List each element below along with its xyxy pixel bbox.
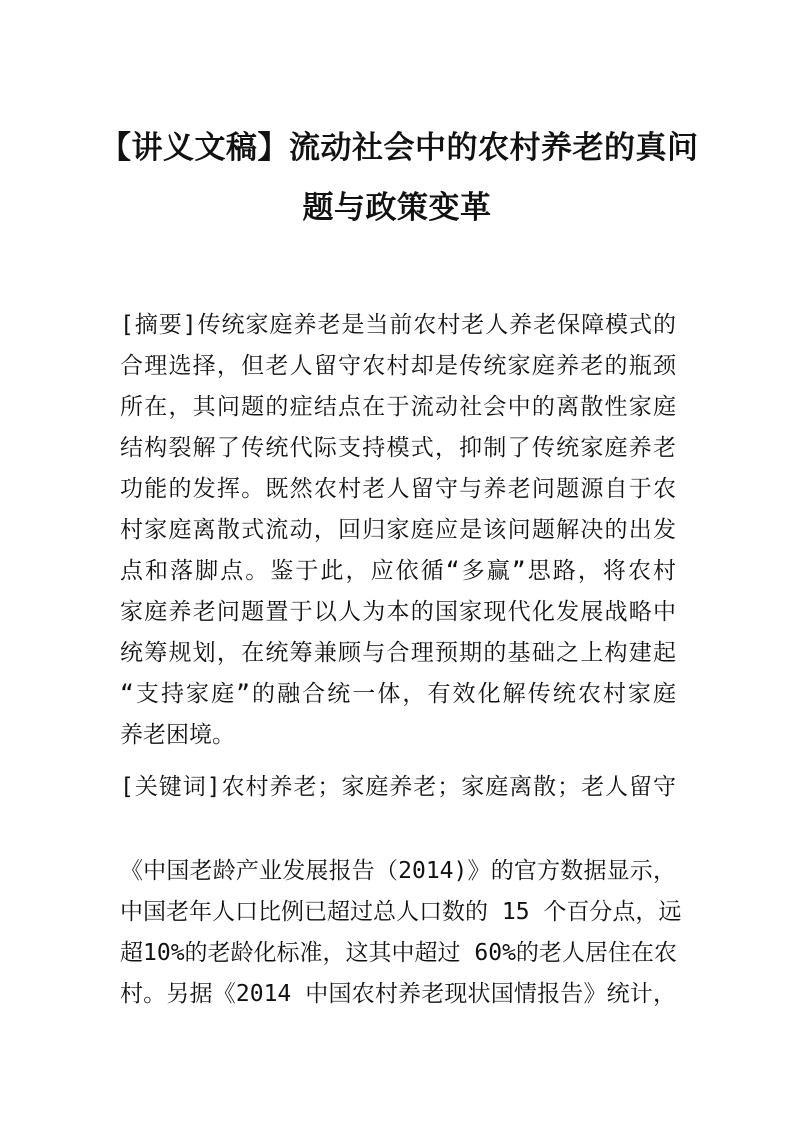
body-line: 中国老年人口比例已超过总人口数的 15 个百分点，远 [120,899,682,925]
abstract-line: 养老困境。 [120,722,235,748]
document-title-line-2: 题与政策变革 [302,190,492,226]
abstract-line: 结构裂解了传统代际支持模式，抑制了传统家庭养老 [120,435,676,461]
body-line: 村。另据《2014 中国农村养老现状国情报告》统计， [120,981,676,1007]
document-title-line-1: 【讲义文稿】流动社会中的农村养老的真问 [100,130,699,166]
abstract-line: [摘要]传统家庭养老是当前农村老人养老保障模式的 [120,312,676,338]
abstract-line: 所在，其问题的症结点在于流动社会中的离散性家庭 [120,394,676,420]
abstract-line: 功能的发挥。既然农村老人留守与养老问题源自于农 [120,476,676,502]
body-line: 超10%的老龄化标准，这其中超过 60%的老人居住在农 [120,940,677,966]
abstract-line: 统筹规划，在统筹兼顾与合理预期的基础之上构建起 [120,640,676,666]
abstract-line: 点和落脚点。鉴于此，应依循“多赢”思路，将农村 [120,558,676,584]
abstract-line: 村家庭离散式流动，回归家庭应是该问题解决的出发 [120,517,676,543]
abstract-line: 合理选择，但老人留守农村却是传统家庭养老的瓶颈 [120,353,676,379]
abstract-line: “支持家庭”的融合统一体，有效化解传统农村家庭 [120,681,676,707]
body-line: 《中国老龄产业发展报告（2014)》的官方数据显示， [120,858,676,884]
abstract-line: 家庭养老问题置于以人为本的国家现代化发展战略中 [120,599,676,625]
keywords-line: [关键词]农村养老；家庭养老；家庭离散；老人留守 [120,774,676,800]
